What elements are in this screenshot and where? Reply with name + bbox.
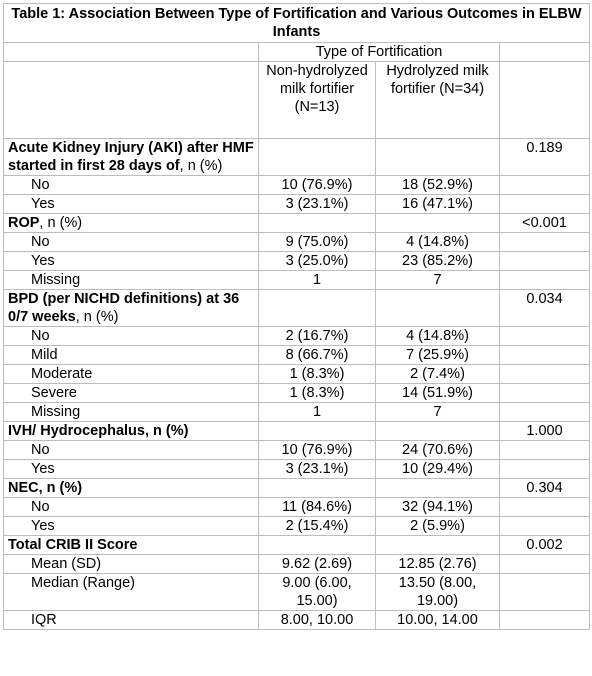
empty-cell bbox=[500, 441, 590, 460]
cell-non-hydrolyzed: 9 (75.0%) bbox=[259, 233, 376, 252]
cell-hydrolyzed: 2 (7.4%) bbox=[376, 365, 500, 384]
empty-cell bbox=[500, 195, 590, 214]
table-row bbox=[4, 517, 590, 536]
cell-hydrolyzed: 7 bbox=[376, 403, 500, 422]
header-blank-p-2 bbox=[500, 62, 590, 139]
cell-non-hydrolyzed: 8 (66.7%) bbox=[259, 346, 376, 365]
header-blank-2 bbox=[4, 62, 259, 139]
table-row bbox=[4, 233, 590, 252]
header-blank bbox=[4, 43, 259, 62]
row-label: No bbox=[4, 233, 259, 252]
row-label: Median (Range) bbox=[4, 574, 259, 611]
empty-cell bbox=[500, 498, 590, 517]
cell-non-hydrolyzed: 1 (8.3%) bbox=[259, 365, 376, 384]
row-label: Yes bbox=[4, 517, 259, 536]
empty-cell bbox=[500, 517, 590, 536]
section-label-bold: BPD (per NICHD definitions) at 36 0/7 weeks bbox=[8, 291, 240, 325]
section-label-bold: IVH/ Hydrocephalus, n (%) bbox=[8, 423, 189, 439]
cell-non-hydrolyzed: 1 (8.3%) bbox=[259, 384, 376, 403]
cell-hydrolyzed: 14 (51.9%) bbox=[376, 384, 500, 403]
col-header-hydrolyzed: Hydrolyzed milk fortifier (N=34) bbox=[376, 62, 500, 139]
group-header: Type of Fortification bbox=[259, 43, 500, 62]
cell-non-hydrolyzed: 8.00, 10.00 bbox=[259, 611, 376, 630]
table-row bbox=[4, 403, 590, 422]
section-label-bold: NEC, n (%) bbox=[8, 480, 83, 496]
row-label: Missing bbox=[4, 271, 259, 290]
cell-hydrolyzed: 12.85 (2.76) bbox=[376, 555, 500, 574]
empty-cell bbox=[500, 555, 590, 574]
cell-hydrolyzed: 18 (52.9%) bbox=[376, 176, 500, 195]
empty-cell bbox=[500, 384, 590, 403]
row-label: Mild bbox=[4, 346, 259, 365]
row-label: IQR bbox=[4, 611, 259, 630]
table-row bbox=[4, 365, 590, 384]
row-label: Missing bbox=[4, 403, 259, 422]
section-label-suffix: , n (%) bbox=[179, 158, 223, 174]
cell-hydrolyzed: 10 (29.4%) bbox=[376, 460, 500, 479]
header-blank-p bbox=[500, 43, 590, 62]
p-value: 1.000 bbox=[500, 422, 590, 441]
row-label: Yes bbox=[4, 195, 259, 214]
col-header-non-hydrolyzed: Non-hydrolyzed milk fortifier (N=13) bbox=[259, 62, 376, 139]
cell-non-hydrolyzed: 1 bbox=[259, 271, 376, 290]
empty-cell bbox=[500, 460, 590, 479]
table-row bbox=[4, 460, 590, 479]
row-label: Yes bbox=[4, 252, 259, 271]
cell-hydrolyzed: 23 (85.2%) bbox=[376, 252, 500, 271]
section-header-row bbox=[4, 214, 590, 233]
cell-non-hydrolyzed: 3 (25.0%) bbox=[259, 252, 376, 271]
empty-cell bbox=[500, 252, 590, 271]
section-label bbox=[4, 536, 259, 555]
table-row bbox=[4, 271, 590, 290]
empty-cell bbox=[376, 139, 500, 176]
fortification-outcomes-table bbox=[3, 3, 590, 630]
empty-cell bbox=[500, 403, 590, 422]
cell-hydrolyzed: 16 (47.1%) bbox=[376, 195, 500, 214]
row-label: Moderate bbox=[4, 365, 259, 384]
p-value: 0.304 bbox=[500, 479, 590, 498]
p-value: 0.034 bbox=[500, 290, 590, 327]
section-header-row bbox=[4, 422, 590, 441]
cell-non-hydrolyzed: 10 (76.9%) bbox=[259, 441, 376, 460]
table-row bbox=[4, 611, 590, 630]
section-header-row bbox=[4, 139, 590, 176]
section-label bbox=[4, 479, 259, 498]
section-label-bold: Total CRIB II Score bbox=[8, 537, 138, 553]
empty-cell bbox=[500, 233, 590, 252]
empty-cell bbox=[500, 176, 590, 195]
row-label: No bbox=[4, 176, 259, 195]
empty-cell bbox=[259, 422, 376, 441]
cell-non-hydrolyzed: 9.62 (2.69) bbox=[259, 555, 376, 574]
empty-cell bbox=[259, 214, 376, 233]
empty-cell bbox=[376, 536, 500, 555]
table-title: Table 1: Association Between Type of Fortification and Various Outcomes in ELBW Infants bbox=[4, 4, 590, 43]
p-value: 0.002 bbox=[500, 536, 590, 555]
cell-hydrolyzed: 7 (25.9%) bbox=[376, 346, 500, 365]
table-row bbox=[4, 346, 590, 365]
empty-cell bbox=[500, 611, 590, 630]
row-label: Yes bbox=[4, 460, 259, 479]
table-row bbox=[4, 498, 590, 517]
cell-hydrolyzed: 2 (5.9%) bbox=[376, 517, 500, 536]
cell-hydrolyzed: 24 (70.6%) bbox=[376, 441, 500, 460]
section-label bbox=[4, 214, 259, 233]
row-label: No bbox=[4, 441, 259, 460]
empty-cell bbox=[376, 479, 500, 498]
section-header-row bbox=[4, 536, 590, 555]
table-row bbox=[4, 441, 590, 460]
cell-non-hydrolyzed: 1 bbox=[259, 403, 376, 422]
empty-cell bbox=[376, 290, 500, 327]
cell-non-hydrolyzed: 3 (23.1%) bbox=[259, 460, 376, 479]
empty-cell bbox=[500, 365, 590, 384]
empty-cell bbox=[500, 574, 590, 611]
table-row bbox=[4, 252, 590, 271]
cell-non-hydrolyzed: 10 (76.9%) bbox=[259, 176, 376, 195]
table-row bbox=[4, 555, 590, 574]
table-row bbox=[4, 195, 590, 214]
section-label bbox=[4, 290, 259, 327]
cell-non-hydrolyzed: 11 (84.6%) bbox=[259, 498, 376, 517]
empty-cell bbox=[259, 536, 376, 555]
table-row bbox=[4, 384, 590, 403]
empty-cell bbox=[376, 214, 500, 233]
cell-hydrolyzed: 13.50 (8.00, 19.00) bbox=[376, 574, 500, 611]
cell-non-hydrolyzed: 2 (16.7%) bbox=[259, 327, 376, 346]
empty-cell bbox=[259, 479, 376, 498]
empty-cell bbox=[500, 327, 590, 346]
cell-hydrolyzed: 7 bbox=[376, 271, 500, 290]
section-header-row bbox=[4, 290, 590, 327]
cell-hydrolyzed: 10.00, 14.00 bbox=[376, 611, 500, 630]
table-row bbox=[4, 327, 590, 346]
section-label-suffix: , n (%) bbox=[39, 215, 83, 231]
section-header-row bbox=[4, 479, 590, 498]
empty-cell bbox=[259, 290, 376, 327]
empty-cell bbox=[500, 271, 590, 290]
section-label-bold: ROP bbox=[8, 215, 40, 231]
cell-hydrolyzed: 4 (14.8%) bbox=[376, 327, 500, 346]
table-row bbox=[4, 176, 590, 195]
table-row bbox=[4, 574, 590, 611]
section-label-suffix: , n (%) bbox=[75, 309, 119, 325]
section-label bbox=[4, 422, 259, 441]
empty-cell bbox=[500, 346, 590, 365]
cell-non-hydrolyzed: 3 (23.1%) bbox=[259, 195, 376, 214]
table-body bbox=[4, 139, 590, 630]
section-label-bold: Acute Kidney Injury (AKI) after HMF started in first 28 days of bbox=[8, 140, 254, 174]
cell-hydrolyzed: 32 (94.1%) bbox=[376, 498, 500, 517]
row-label: Mean (SD) bbox=[4, 555, 259, 574]
cell-non-hydrolyzed: 2 (15.4%) bbox=[259, 517, 376, 536]
row-label: No bbox=[4, 327, 259, 346]
row-label: No bbox=[4, 498, 259, 517]
empty-cell bbox=[376, 422, 500, 441]
p-value: <0.001 bbox=[500, 214, 590, 233]
cell-hydrolyzed: 4 (14.8%) bbox=[376, 233, 500, 252]
cell-non-hydrolyzed: 9.00 (6.00, 15.00) bbox=[259, 574, 376, 611]
section-label bbox=[4, 139, 259, 176]
p-value: 0.189 bbox=[500, 139, 590, 176]
empty-cell bbox=[259, 139, 376, 176]
row-label: Severe bbox=[4, 384, 259, 403]
